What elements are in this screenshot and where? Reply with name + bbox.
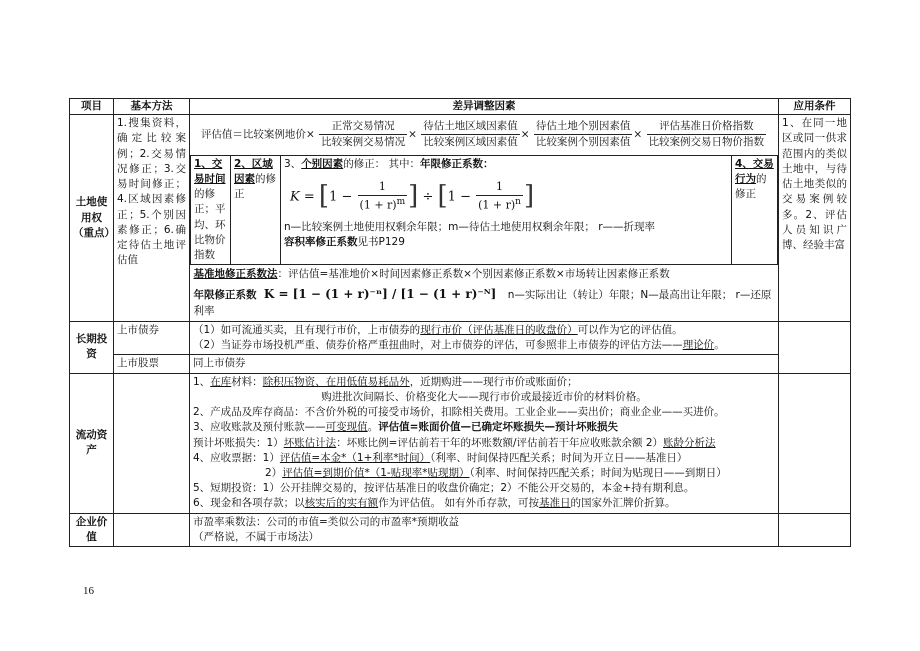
k-denominator: (1 + r) <box>359 199 397 213</box>
bonds-theoretical-price: 理论价 <box>682 339 715 352</box>
fraction-numerator: 待估土地个别因素值 <box>534 119 633 135</box>
header-item: 项目 <box>70 99 114 115</box>
land-conditions: 1、在同一地区或同一供求范围内的类似土地中，与待估土地类似的交易案例较多。2、评估人员知识广博、经验丰富 <box>779 115 851 322</box>
bad-debt-text: ：坏账比例=评估前若干年的坏账数额/评估前若干年应收账款余额 2） <box>336 436 664 449</box>
current-l2: 购进批次间隔长、价格变化大——现行市价或最接近市价的材料价格。 <box>321 390 647 403</box>
page-number: 16 <box>83 585 94 597</box>
notes-number-2: 2） <box>265 466 283 479</box>
formula-lhs: 评估值＝比较案例地价 <box>200 128 306 141</box>
fraction-numerator: 评估基准日价格指数 <box>647 119 767 135</box>
fraction-denominator: 比较案例交易情况 <box>321 136 406 149</box>
transaction-correction-text: 的修正 <box>735 172 767 201</box>
pe-multiple-method: 市盈率乘数法：公司的市值=类似公司的市盈率*预期收益 <box>193 515 460 528</box>
land-item: 土地使用权（重点） <box>70 115 114 322</box>
land-factors <box>190 115 779 322</box>
bonds-text <box>190 322 779 355</box>
k-symbol: K <box>290 189 300 205</box>
enterprise-method <box>114 513 190 546</box>
years-formula: K = [1 − (1 + r)⁻ⁿ] / [1 − (1 + r)⁻ᴺ] <box>263 287 497 302</box>
base-date: 基准日 <box>539 497 571 510</box>
short-term-investment: 5、短期投资：1）公开挂牌交易的，按评估基准日的收盘价确定；2）不能公开交易的，本金+持有期利息。 <box>193 482 695 495</box>
k-formula: K = [1 − $\frac{1}{(1 + r)^m}$ ] ÷ [1 − $\frac{1}{(1 + r)^n}$ ] <box>290 180 535 213</box>
current-method <box>114 373 190 513</box>
divide-sign: ÷ <box>422 189 434 205</box>
notes-note-2: （利率、时间保持匹配关系；时间为贴现日——到期日） <box>469 466 727 479</box>
individual-correction-text: 的修正： 其中： <box>343 157 421 170</box>
bad-debt-estimate-method: 坏账估计法 <box>283 436 337 449</box>
longterm-item: 长期投资 <box>70 322 114 374</box>
fraction-denominator: 比较案例区域因素值 <box>423 136 518 149</box>
time-correction-title: 1、交易时间 <box>194 157 226 185</box>
bad-debt-label: 预计坏账损失：1） <box>193 436 284 449</box>
exponent-m: m <box>396 197 406 208</box>
longterm-conditions <box>779 322 851 374</box>
enterprise-row <box>70 513 851 546</box>
receivables-formula: 评估值=账面价值—已确定坏账损失—预计坏账损失 <box>378 421 618 434</box>
land-row <box>70 115 851 322</box>
bonds-line2-end: 。 <box>714 339 725 352</box>
market-approach-table <box>69 98 851 547</box>
fraction-numerator: 正常交易情况 <box>319 119 407 135</box>
bonds-line1-start: （1）如可流通买卖，且有现行市价，上市债券的 <box>193 324 421 337</box>
plot-ratio-line <box>284 235 728 250</box>
fraction-numerator: 待估土地区域因素值 <box>421 119 520 135</box>
aging-analysis-method: 账龄分析法 <box>663 436 716 449</box>
times-sign: × <box>633 128 643 141</box>
individual-factor-title: 个别因素 <box>301 157 344 170</box>
header-row <box>70 99 851 115</box>
receivables-label: 3、应收账款及预付账款—— <box>193 421 326 434</box>
enterprise-item: 企业价值 <box>70 513 114 546</box>
time-correction-text: 的修正；平均、环比物价指数 <box>194 188 226 261</box>
bonds-line2-start: （2）当证券市场投机严重、债券价格严重扭曲时，对上市债券的评估，可参照非上市债券的评估方法—— <box>193 339 683 352</box>
enterprise-text <box>190 513 779 546</box>
current-conditions <box>779 373 851 513</box>
minus-sign: − <box>341 189 353 205</box>
k-fraction-m: $\frac{1}{(1 + r)^m}$ <box>359 180 406 213</box>
equals-sign: = <box>303 189 315 205</box>
fraction-price-index <box>647 119 767 150</box>
years-formula-note: n—实际出让（转让）年限；N—最高出让年限； r—还原利率 <box>193 289 772 317</box>
cash-text-end: 的国家外汇牌价折算。 <box>570 497 676 510</box>
comparison-formula <box>190 115 778 154</box>
individual-correction <box>281 155 732 265</box>
one: 1 <box>447 189 456 205</box>
current-l3: 2、产成品及库存商品：不含价外税的可接受市场价，扣除相关费用。工业企业——卖出价；商业企业——买进价。 <box>193 406 725 419</box>
k-denominator: (1 + r) <box>478 199 516 213</box>
header-factors: 差异调整因素 <box>190 99 779 115</box>
times-sign: × <box>305 128 315 141</box>
current-item: 流动资产 <box>70 373 114 513</box>
notes-receivable-label: 4、应收票据：1） <box>193 451 280 464</box>
current-text <box>190 373 779 513</box>
k-fraction-n: $\frac{1}{(1 + r)^n}$ <box>478 180 521 213</box>
exponent-n: n <box>515 197 521 208</box>
transaction-correction-title: 4、交易行为 <box>735 157 774 185</box>
region-correction-text: 的修正 <box>234 172 276 201</box>
correction-subtable <box>190 155 778 321</box>
base-land-block <box>191 265 778 321</box>
fraction-denominator: 比较案例交易日物价指数 <box>648 136 765 149</box>
verified-amount: 核实后的实有额 <box>304 497 379 510</box>
k-formula-note: n—比较案例土地使用权剩余年限；m—待估土地使用权剩余年限； r——折现率 <box>284 220 656 233</box>
years-correction-label: 年限修正系数： <box>420 157 494 170</box>
fraction-denominator: 比较案例个别因素值 <box>535 136 631 149</box>
current-l1-text: 材料： <box>231 375 263 388</box>
cash-text: 作为评估值。 如有外币存款，可按 <box>378 497 540 510</box>
longterm-bonds-row <box>70 322 851 355</box>
in-stock-label: 在库 <box>210 375 232 388</box>
land-method: 1.搜集资料，确定比较案例；2.交易情况修正；3.交易时间修正；4.区域因素修正；5.个别因素修正；6.确定待估土地评估值 <box>114 115 190 322</box>
years-formula-label: 年限修正系数 <box>193 289 257 302</box>
pe-note: （严格说，不属于市场法） <box>193 530 319 543</box>
period: 。 <box>367 421 379 434</box>
one: 1 <box>329 189 338 205</box>
notes-formula-1: 评估值=本金*（1+利率*时间） <box>279 451 431 464</box>
bonds-line1-end: 可以作为它的评估值。 <box>577 324 683 337</box>
transaction-correction <box>732 155 778 265</box>
times-sign: × <box>520 128 530 141</box>
header-method: 基本方法 <box>114 99 190 115</box>
individual-number: 3、 <box>284 157 302 170</box>
notes-note-1: （利率、时间保持匹配关系；时间为开立日——基准日） <box>430 451 688 464</box>
realizable-value: 可变现值 <box>325 421 368 434</box>
current-l1-end: ，近期购进——现行市价或账面价； <box>409 375 578 388</box>
base-land-formula: ：评估值=基准地价×时间因素修正系数×个别因素修正系数×市场转让因素修正系数 <box>277 268 670 281</box>
stock-text: 同上市债券 <box>190 355 779 373</box>
base-land-title: 基准地修正系数法 <box>193 268 278 281</box>
fraction-transaction <box>319 119 407 150</box>
plot-ratio-reference: 见书P129 <box>357 235 405 248</box>
fraction-individual <box>534 119 633 150</box>
times-sign: × <box>408 128 417 141</box>
plot-ratio-label: 容积率修正系数 <box>284 235 358 248</box>
minus-sign: − <box>460 189 471 205</box>
excluded-materials: 除积压物资、在用低值易耗品外 <box>262 375 410 388</box>
current-assets-row <box>70 373 851 513</box>
stock-method: 上市股票 <box>114 355 190 373</box>
longterm-stock-row <box>70 355 851 373</box>
current-l1-number: 1、 <box>193 375 211 388</box>
fraction-region <box>421 119 520 150</box>
time-correction <box>191 155 231 265</box>
bonds-method: 上市债券 <box>114 322 190 355</box>
bonds-market-price: 现行市价（评估基准日的收盘价） <box>420 324 578 337</box>
cash-label: 6、现金和各项存款；以 <box>193 497 305 510</box>
region-correction-title: 2、区域因素 <box>234 157 273 185</box>
enterprise-conditions <box>779 513 851 546</box>
header-conditions: 应用条件 <box>779 99 851 115</box>
region-correction <box>231 155 281 265</box>
notes-formula-2: 评估值=到期价值*（1-贴现率*贴现期） <box>282 466 470 479</box>
